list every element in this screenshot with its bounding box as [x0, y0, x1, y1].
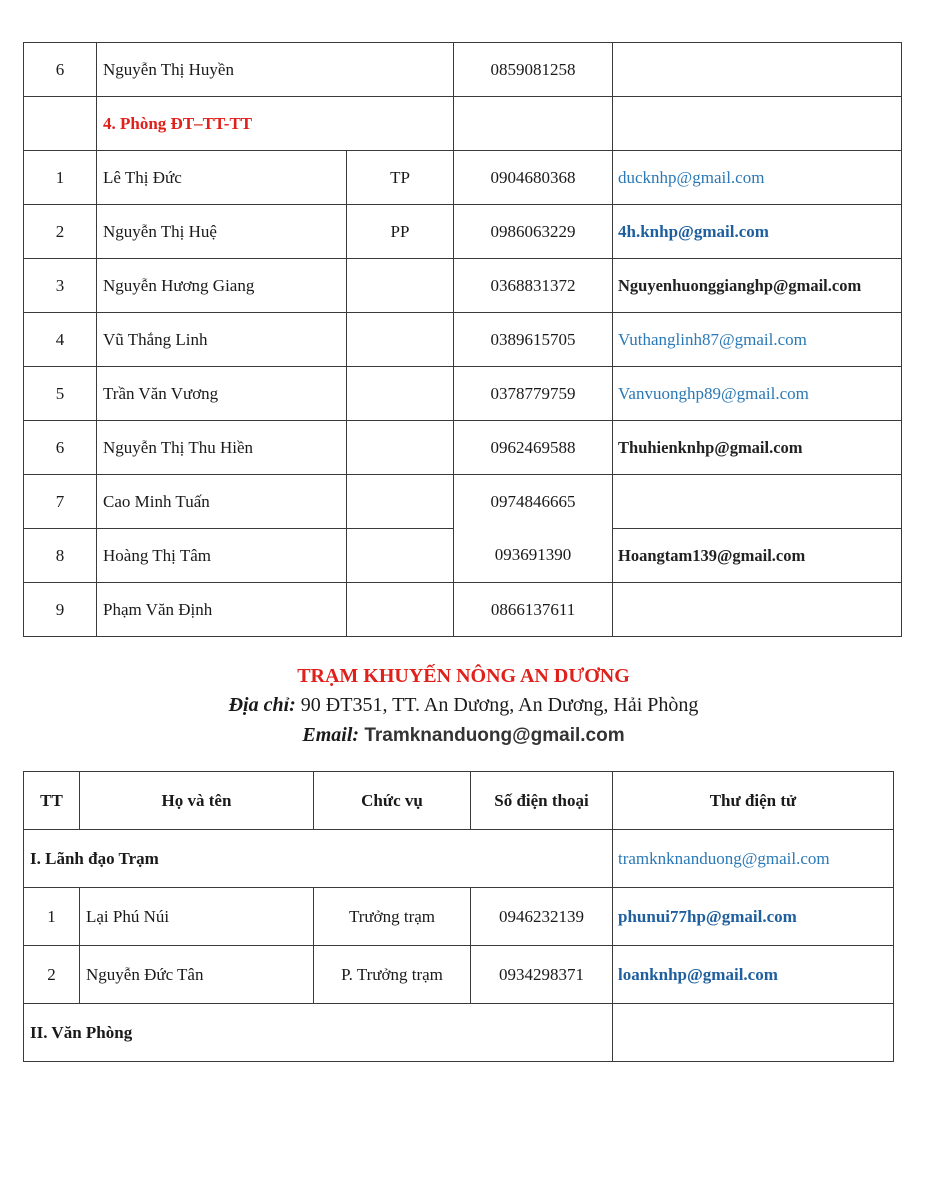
phone-stack — [454, 475, 613, 583]
table-row — [24, 583, 902, 637]
email-link[interactable]: tramknknanduong@gmail.com — [613, 830, 894, 888]
table-row — [24, 888, 894, 946]
staff-role — [347, 313, 454, 367]
email-value[interactable]: Tramknanduong@gmail.com — [359, 725, 625, 746]
column-header-email: Thư điện tử — [613, 772, 894, 830]
phone-number: 0368831372 — [454, 259, 613, 313]
staff-name: Trần Văn Vương — [97, 367, 347, 421]
staff-role — [347, 529, 454, 583]
address-value: 90 ĐT351, TT. An Dương, An Dương, Hải Phòng — [295, 694, 699, 716]
phone-number: 0389615705 — [454, 313, 613, 367]
section-row — [24, 1004, 894, 1062]
email-link[interactable]: Vuthanglinh87@gmail.com — [613, 313, 902, 367]
staff-role — [347, 583, 454, 637]
table-row — [24, 151, 902, 205]
table-row — [24, 205, 902, 259]
row-number: 2 — [24, 946, 80, 1004]
phone-number: 0866137611 — [454, 583, 613, 637]
staff-role: TP — [347, 151, 454, 205]
staff-role — [347, 259, 454, 313]
section-leadership: I. Lãnh đạo Trạm — [24, 830, 613, 888]
staff-table-continued — [23, 42, 902, 637]
staff-role — [347, 475, 454, 529]
email-link[interactable]: ducknhp@gmail.com — [613, 151, 902, 205]
email-link[interactable]: phunui77hp@gmail.com — [613, 888, 894, 946]
phone-number: 0962469588 — [454, 421, 613, 475]
column-header-tt: TT — [24, 772, 80, 830]
staff-role — [347, 367, 454, 421]
staff-name: Lại Phú Núi — [80, 888, 314, 946]
phone-number: 0904680368 — [454, 151, 613, 205]
staff-role: P. Trưởng trạm — [314, 946, 471, 1004]
email-cell — [613, 583, 902, 637]
row-number: 6 — [24, 43, 97, 97]
table-row — [24, 946, 894, 1004]
address-label: Địa chỉ: — [228, 694, 296, 716]
header-row — [24, 772, 894, 830]
email-text: Nguyenhuonggianghp@gmail.com — [613, 259, 902, 313]
phone-number: 0986063229 — [454, 205, 613, 259]
row-number: 1 — [24, 151, 97, 205]
staff-role — [347, 421, 454, 475]
staff-name: Lê Thị Đức — [97, 151, 347, 205]
row-number: 6 — [24, 421, 97, 475]
empty-cell — [613, 97, 902, 151]
staff-name: Cao Minh Tuấn — [97, 475, 347, 529]
staff-name: Nguyễn Thị Thu Hiền — [97, 421, 347, 475]
email-link[interactable]: Vanvuonghp89@gmail.com — [613, 367, 902, 421]
email-text: Hoangtam139@gmail.com — [613, 529, 902, 583]
email-cell — [613, 43, 902, 97]
column-header-phone: Số điện thoại — [471, 772, 613, 830]
email-link[interactable]: 4h.knhp@gmail.com — [613, 205, 902, 259]
column-header-role: Chức vụ — [314, 772, 471, 830]
row-number: 2 — [24, 205, 97, 259]
station-staff-table — [23, 771, 894, 1062]
staff-name: Nguyễn Đức Tân — [80, 946, 314, 1004]
column-header-name: Họ và tên — [80, 772, 314, 830]
station-email — [0, 724, 927, 747]
row-number: 8 — [24, 529, 97, 583]
empty-cell — [454, 97, 613, 151]
table-row — [24, 421, 902, 475]
email-text: Thuhienknhp@gmail.com — [613, 421, 902, 475]
row-number: 9 — [24, 583, 97, 637]
phone-number: 0378779759 — [454, 367, 613, 421]
station-address — [0, 694, 927, 717]
phone-number: 0859081258 — [454, 43, 613, 97]
row-number: 5 — [24, 367, 97, 421]
staff-role: Trưởng trạm — [314, 888, 471, 946]
table-row — [24, 43, 902, 97]
staff-role: PP — [347, 205, 454, 259]
staff-name: Hoàng Thị Tâm — [97, 529, 347, 583]
table-row — [24, 259, 902, 313]
staff-name: Nguyễn Thị Huệ — [97, 205, 347, 259]
phone-number: 0946232139 — [471, 888, 613, 946]
department-heading: 4. Phòng ĐT–TT-TT — [97, 97, 454, 151]
table-row — [24, 367, 902, 421]
section-row — [24, 830, 894, 888]
section-office: II. Văn Phòng — [24, 1004, 613, 1062]
empty-cell — [24, 97, 97, 151]
staff-name: Nguyễn Hương Giang — [97, 259, 347, 313]
staff-name: Vũ Thắng Linh — [97, 313, 347, 367]
row-number: 1 — [24, 888, 80, 946]
table-row — [24, 313, 902, 367]
staff-name: Phạm Văn Định — [97, 583, 347, 637]
station-title: TRẠM KHUYẾN NÔNG AN DƯƠNG — [297, 665, 630, 687]
row-number: 3 — [24, 259, 97, 313]
email-cell — [613, 475, 902, 529]
phone-number: 0974846665 — [490, 492, 576, 511]
section-row — [24, 97, 902, 151]
phone-number: 0934298371 — [471, 946, 613, 1004]
email-label: Email: — [302, 724, 360, 746]
phone-number: 093691390 — [494, 545, 572, 564]
table-row — [24, 475, 902, 529]
email-link[interactable]: loanknhp@gmail.com — [613, 946, 894, 1004]
staff-name: Nguyễn Thị Huyền — [97, 43, 454, 97]
row-number: 4 — [24, 313, 97, 367]
row-number: 7 — [24, 475, 97, 529]
email-cell — [613, 1004, 894, 1062]
